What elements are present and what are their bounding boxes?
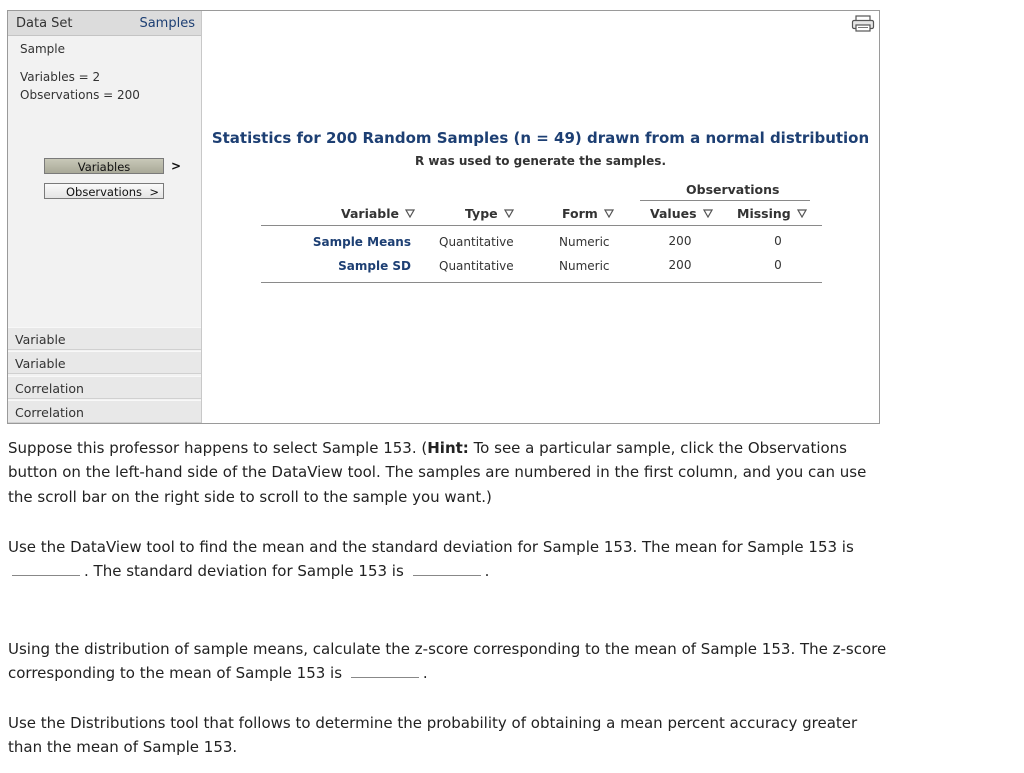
column-header-values[interactable]	[650, 206, 713, 221]
page-subtitle: R was used to generate the samples.	[414, 154, 667, 168]
samples-link[interactable]: Samples	[139, 16, 195, 31]
mean-answer-blank[interactable]	[12, 561, 80, 576]
printer-icon[interactable]	[851, 15, 875, 33]
paragraph-text: Suppose this professor happens to select Sample 153. (	[8, 439, 428, 457]
row-variable-name[interactable]: Sample SD	[338, 259, 411, 273]
sort-triangle-icon[interactable]	[504, 206, 514, 221]
paragraph-distributions: Use the Distributions tool that follows to determine the probability of obtaining a mean percent accuracy greater than the mean of Sample 153.	[8, 714, 858, 757]
chevron-right-icon: >	[149, 185, 159, 199]
header-rule	[261, 225, 822, 226]
sidebar-link-correlation-1[interactable]: Correlation	[8, 376, 201, 399]
row-form: Numeric	[559, 235, 610, 249]
page-title: Statistics for 200 Random Samples (n = 49) drawn from a normal distribution	[211, 129, 870, 147]
observations-count: Observations = 200	[20, 88, 140, 102]
column-header-missing-label: Missing	[737, 206, 791, 221]
paragraph-text: . The standard deviation for Sample 153 is	[84, 562, 404, 581]
sidebar-link-variable-1[interactable]: Variable	[8, 327, 201, 350]
row-type: Quantitative	[439, 259, 514, 273]
paragraph-hint	[8, 436, 888, 509]
row-values: 200	[668, 234, 692, 248]
column-header-form-label: Form	[562, 206, 598, 221]
sidebar-link-correlation-2[interactable]: Correlation	[8, 400, 201, 423]
variables-count: Variables = 2	[20, 70, 101, 84]
column-header-variable[interactable]	[341, 206, 415, 221]
column-header-values-label: Values	[650, 206, 697, 221]
row-type: Quantitative	[439, 235, 514, 249]
row-values: 200	[668, 258, 692, 272]
column-header-type-label: Type	[465, 206, 498, 221]
column-header-type[interactable]	[465, 206, 514, 221]
column-header-missing[interactable]	[737, 206, 807, 221]
column-header-form[interactable]	[562, 206, 614, 221]
variables-button[interactable]	[44, 158, 164, 174]
dataset-label: Data Set	[16, 16, 73, 31]
group-header-rule	[640, 200, 810, 201]
sort-triangle-icon[interactable]	[405, 206, 415, 221]
observations-button-label: Observations	[65, 185, 143, 199]
sort-triangle-icon[interactable]	[703, 206, 713, 221]
paragraph-text: Use the DataView tool to find the mean and the standard deviation for Sample 153. The mean for Sample 153 is	[8, 538, 854, 556]
hint-label: Hint:	[427, 439, 469, 457]
variables-button-label: Variables	[77, 160, 131, 174]
paragraph-mean-sd	[8, 535, 888, 584]
column-header-variable-label: Variable	[341, 206, 400, 221]
observations-button[interactable]	[44, 183, 164, 199]
sort-triangle-icon[interactable]	[797, 206, 807, 221]
observations-group-header: Observations	[686, 182, 780, 197]
zscore-answer-blank[interactable]	[351, 663, 419, 678]
row-form: Numeric	[559, 259, 610, 273]
row-variable-name[interactable]: Sample Means	[312, 235, 411, 249]
paragraph-zscore	[8, 637, 888, 686]
sidebar-link-variable-2[interactable]: Variable	[8, 351, 201, 374]
sidebar-header	[8, 11, 201, 36]
paragraph-text: .	[422, 664, 428, 683]
chevron-right-icon: >	[171, 159, 182, 173]
dataview-tool	[7, 10, 880, 424]
variables-table	[261, 181, 822, 284]
row-missing: 0	[774, 258, 782, 272]
paragraph-text: .	[484, 562, 490, 581]
paragraph-text: Using the distribution of sample means, calculate the z-score corresponding to the mean of Sample 153. The z-score corresponding to the mean of Sample 153 is	[8, 640, 887, 683]
row-missing: 0	[774, 234, 782, 248]
footer-rule	[261, 282, 822, 283]
sort-triangle-icon[interactable]	[604, 206, 614, 221]
sd-answer-blank[interactable]	[413, 561, 481, 576]
paragraph-text: To see a particular sample, click the Observations button on the left-hand side of the DataView tool. The samples are numbered in the first column, and you can use the scroll bar on the right side to scroll to the sample you want.)	[8, 439, 867, 506]
sidebar	[8, 11, 202, 423]
dataset-name: Sample	[20, 42, 65, 56]
